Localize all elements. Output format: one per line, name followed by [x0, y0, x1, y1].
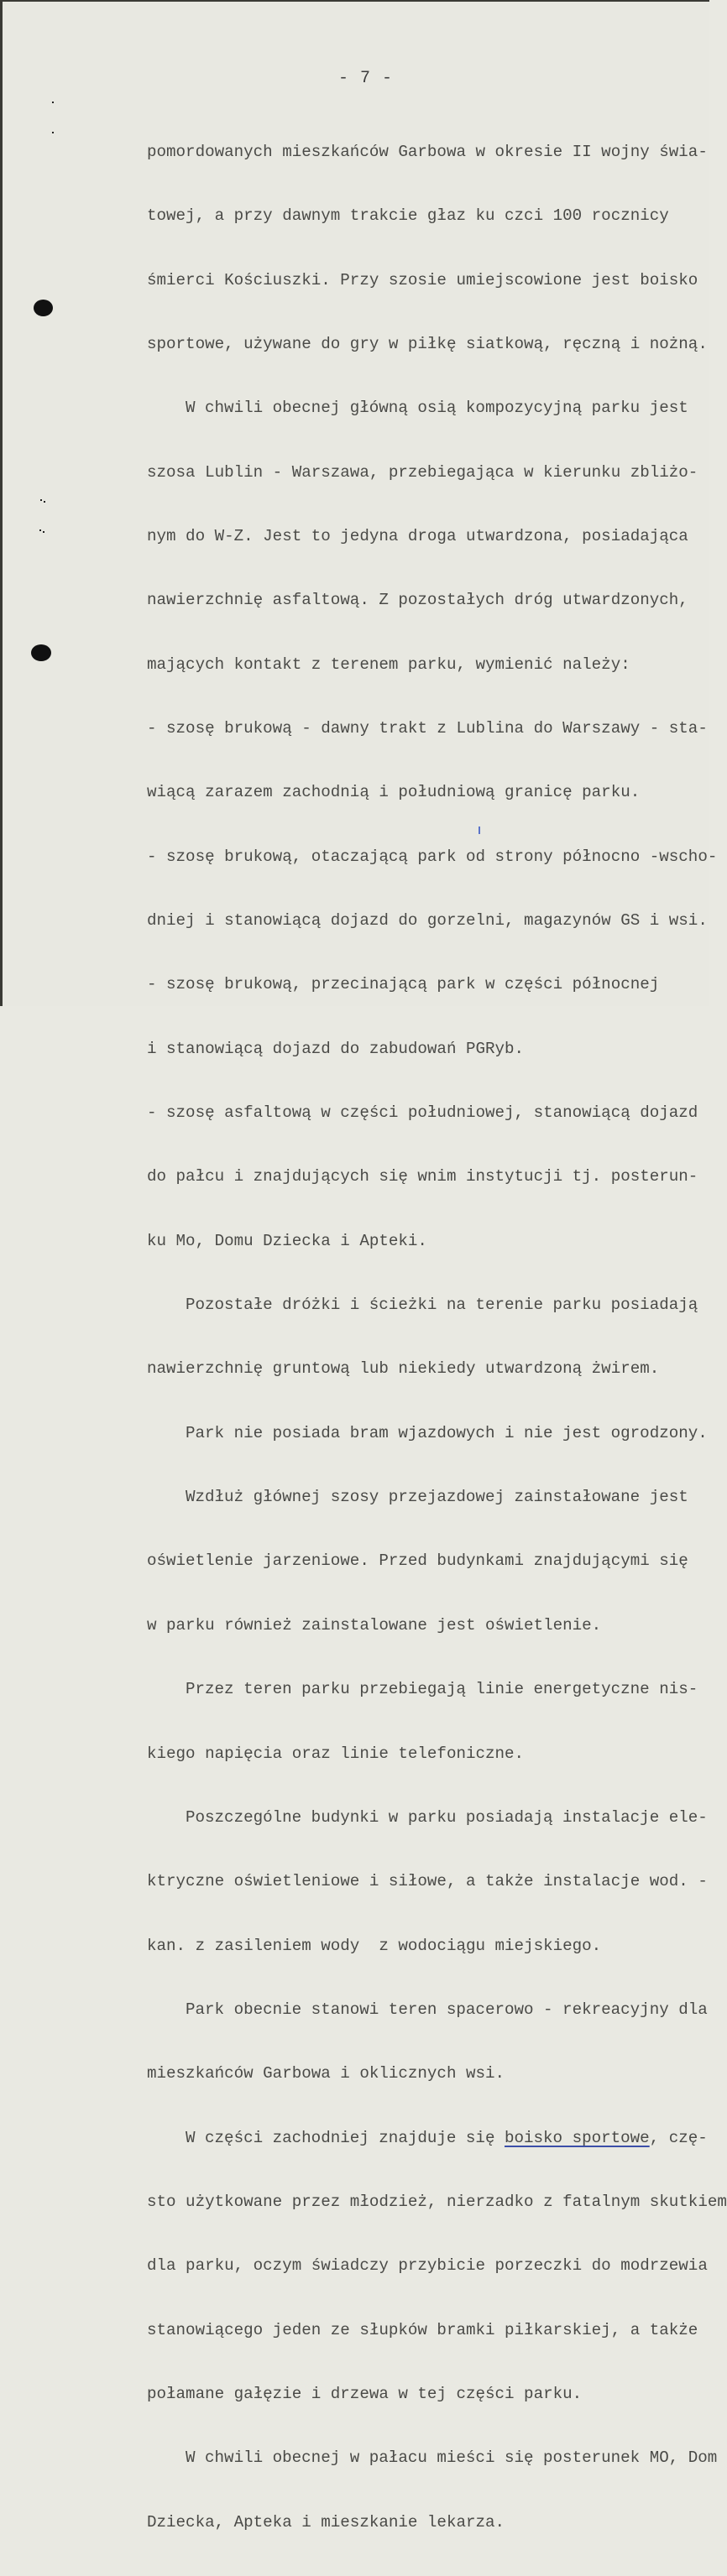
text-line: nawierzchnię asfaltową. Z pozostałych dróg utwardzonych,: [147, 591, 688, 610]
text-line: dniej i stanowiącą dojazd do gorzelni, magazynów GS i wsi.: [147, 911, 708, 931]
text-line: sto użytkowane przez młodzież, nierzadko z fatalnym skutkiem: [147, 2192, 727, 2211]
text-line: nym do W-Z. Jest to jedyna droga utwardzona, posiadająca: [147, 526, 688, 545]
paragraph-start-line: Przez teren parku przebiegają linie energetyczne nis-: [186, 1680, 698, 1699]
paragraph-start-line: Wzdłuż głównej szosy przejazdowej zainstałowane jest: [186, 1488, 688, 1507]
list-item-line: - szosę asfaltową w części południowej, stanowiącą dojazd: [147, 1103, 698, 1123]
text-line: i stanowiącą dojazd do zabudowań PGRyb.: [147, 1039, 525, 1058]
paragraph-start-line: W chwili obecnej główną osią kompozycyjną parku jest: [186, 399, 688, 418]
text-line: towej, a przy dawnym trakcie głaz ku czci 100 rocznicy: [147, 206, 669, 226]
text-line: mających kontakt z terenem parku, wymienić należy:: [147, 654, 630, 674]
text-line: nawierzchnię gruntową lub niekiedy utwardzoną żwirem.: [147, 1359, 660, 1379]
page-number: - 7 -: [337, 69, 393, 88]
text-line: pomordowanych mieszkańców Garbowa w okresie II wojny świa-: [147, 142, 708, 161]
text-line: stanowiącego jeden ze słupków bramki piłkarskiej, a także: [147, 2320, 698, 2339]
text-line: szosa Lublin - Warszawa, przebiegająca w kierunku zbliżo-: [147, 462, 698, 482]
paragraph-start-line: Poszczególne budynki w parku posiadają instalacje ele-: [186, 1807, 708, 1827]
text-line: kan. z zasileniem wody z wodociągu miejskiego.: [147, 1936, 602, 1955]
margin-dot: [40, 499, 42, 501]
text-segment: W części zachodniej znajduje się: [186, 2128, 505, 2147]
text-line: śmierci Kościuszki. Przy szosie umiejscowione jest boisko: [147, 270, 698, 289]
text-segment: , czę-: [649, 2128, 708, 2147]
list-item-line: - szosę brukową - dawny trakt z Lublina do Warszawy - sta-: [147, 719, 708, 738]
text-line: sportowe, używane do gry w piłkę siatkową, ręczną i nożną.: [147, 334, 708, 353]
margin-dot: [44, 501, 45, 503]
paragraph-start-line: Pozostałe dróżki i ścieżki na terenie parku posiadają: [186, 1296, 698, 1315]
margin-dot: [39, 529, 41, 531]
text-line: do pałcu i znajdujących się wnim instytucji tj. posterun-: [147, 1167, 698, 1186]
punch-hole-mark: [34, 300, 53, 316]
paragraph-start-line: W chwili obecnej w pałacu mieści się posterunek MO, Dom: [186, 2448, 718, 2468]
list-item-line: - szosę brukową, otaczającą park od strony północno -wscho-: [147, 847, 718, 866]
text-line: połamane gałęzie i drzewa w tej części parku.: [147, 2384, 583, 2403]
paragraph-start-line: Park nie posiada bram wjazdowych i nie jest ogrodzony.: [186, 1423, 708, 1442]
text-line: mieszkańców Garbowa i oklicznych wsi.: [147, 2064, 505, 2083]
text-line: ku Mo, Domu Dziecka i Apteki.: [147, 1231, 427, 1250]
pen-underlined-phrase: boisko sportowe: [504, 2128, 650, 2147]
list-item-line: - szosę brukową, przecinającą park w części północnej: [147, 975, 660, 994]
body-text: [147, 99, 727, 2576]
punch-hole-mark: [31, 644, 51, 661]
text-line: kiego napięcia oraz linie telefoniczne.: [147, 1744, 525, 1763]
text-line: Dziecka, Apteka i mieszkanie lekarza.: [147, 2512, 505, 2532]
paragraph-start-line: [147, 2128, 708, 2149]
text-line: wiącą zarazem zachodnią i południową granicę parku.: [147, 783, 641, 802]
paragraph-start-line: Park obecnie stanowi teren spacerowo - rekreacyjny dla: [186, 2000, 708, 2019]
margin-dot: [52, 102, 54, 103]
text-line: oświetlenie jarzeniowe. Przed budynkami znajdującymi się: [147, 1551, 688, 1571]
text-line: dla parku, oczym świadczy przybicie porzeczki do modrzewia: [147, 2256, 708, 2276]
text-line: ktryczne oświetleniowe i siłowe, a także instalacje wod. -: [147, 1872, 708, 1891]
text-line: w parku również zainstalowane jest oświetlenie.: [147, 1615, 602, 1635]
margin-dot: [52, 132, 54, 133]
margin-dot: [43, 531, 44, 533]
